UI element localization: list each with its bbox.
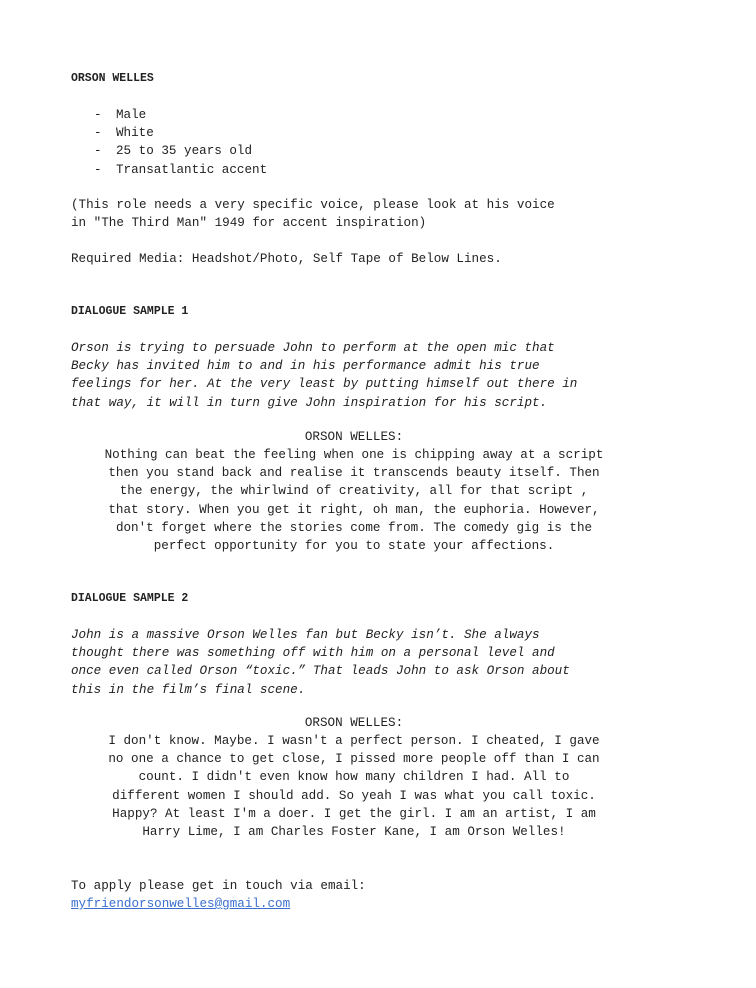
dialogue-line: different women I should add. So yeah I was what you call toxic.	[112, 788, 596, 803]
sample-1-dialogue	[71, 446, 637, 555]
sample-1-speaker: ORSON WELLES:	[304, 430, 404, 444]
attribute-item: - Transatlantic accent	[94, 161, 267, 179]
dialogue-line: Nothing can beat the feeling when one is chipping away at a script	[104, 448, 604, 462]
dialogue-line: no one a chance to get close, I pissed more people off than I can	[108, 752, 600, 767]
dialogue-line: that story. When you get it right, oh man, the euphoria. However,	[108, 502, 600, 517]
direction-line: this in the film’s final scene.	[71, 682, 306, 697]
sample-1-direction	[71, 339, 577, 412]
dialogue-line: Harry Lime, I am Charles Foster Kane, I am Orson Welles!	[142, 825, 566, 840]
dialogue-line: count. I didn't even know how many children I had. All to	[138, 770, 570, 785]
direction-line: thought there was something off with him on a personal level and	[71, 646, 555, 661]
dialogue-sample-2-heading: DIALOGUE SAMPLE 2	[71, 592, 189, 605]
voice-note	[71, 196, 555, 232]
dialogue-line: perfect opportunity for you to state your affections.	[153, 539, 555, 554]
dialogue-sample-1-heading: DIALOGUE SAMPLE 1	[71, 305, 189, 318]
required-media: Required Media: Headshot/Photo, Self Tape of Below Lines.	[71, 252, 502, 266]
attribute-item: - White	[94, 124, 267, 142]
apply-text: To apply please get in touch via email:	[71, 879, 366, 893]
sample-2-speaker: ORSON WELLES:	[304, 716, 404, 730]
direction-line: Orson is trying to persuade John to perform at the open mic that	[71, 341, 555, 355]
direction-line: Becky has invited him to and in his performance admit his true	[71, 359, 540, 374]
direction-line: that way, it will in turn give John inspiration for his script.	[71, 395, 548, 410]
attribute-item: - Male	[94, 106, 267, 124]
dialogue-line: I don't know. Maybe. I wasn't a perfect person. I cheated, I gave	[108, 734, 600, 748]
role-title: ORSON WELLES	[71, 72, 154, 85]
voice-note-line: (This role needs a very specific voice, please look at his voice	[71, 198, 555, 212]
dialogue-line: the energy, the whirlwind of creativity, all for that script ,	[119, 484, 589, 499]
dialogue-line: don't forget where the stories come from. The comedy gig is the	[115, 520, 593, 535]
dialogue-line: then you stand back and realise it transcends beauty itself. Then	[108, 466, 600, 481]
voice-note-line: in "The Third Man" 1949 for accent inspiration)	[71, 216, 427, 231]
email-link[interactable]: myfriendorsonwelles@gmail.com	[71, 897, 291, 911]
direction-line: feelings for her. At the very least by putting himself out there in	[71, 377, 578, 392]
direction-line: once even called Orson “toxic.” That leads John to ask Orson about	[71, 664, 570, 679]
role-attributes	[94, 106, 267, 179]
dialogue-line: Happy? At least I'm a doer. I get the girl. I am an artist, I am	[112, 806, 596, 821]
attribute-item: - 25 to 35 years old	[94, 142, 267, 160]
sample-2-dialogue	[71, 732, 637, 841]
direction-line: John is a massive Orson Welles fan but Becky isn’t. She always	[71, 628, 540, 642]
sample-2-direction	[71, 626, 570, 699]
